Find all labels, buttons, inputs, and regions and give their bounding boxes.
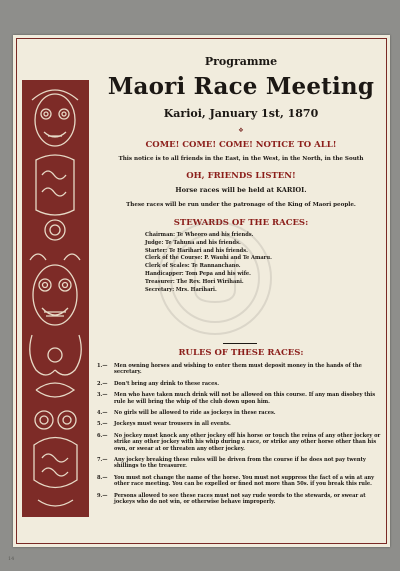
horse-races-text: Horse races will be held at KARIOI.	[175, 186, 307, 194]
rule-item	[97, 410, 387, 416]
rule-item	[97, 493, 387, 506]
steward-entry: Handicapper: Tom Pepa and his wife.	[145, 270, 251, 277]
page-number: 14	[8, 556, 15, 562]
rule-number: 8.—	[97, 474, 108, 481]
rule-text: No girls will be allowed to ride as jockeys in these races.	[114, 410, 276, 417]
rule-text: Men who have taken much drink will not be allowed on this course. If any man disobey this rule he will bring the whip of the club down upon him.	[114, 392, 376, 405]
rule-number: 6.—	[97, 432, 108, 439]
rule-text: Any jockey breaking these rules will be driven from the course if he does not pay twenty shillings to the treasurer.	[114, 457, 366, 470]
patronage-text: These races will be run under the patronage of the King of Maori people.	[126, 202, 356, 208]
programme-label: Programme	[204, 55, 278, 68]
maori-carving-icon	[22, 80, 89, 517]
event-date-location: Karioi, January 1st, 1870	[163, 107, 319, 120]
notice-text: This notice is to all friends in the East, in the West, in the North, in the South	[118, 156, 364, 162]
steward-entry: Clerk of the Course: P. Wauhi and Te Amaru.	[145, 255, 272, 262]
come-heading: COME! COME! COME! NOTICE TO ALL!	[145, 140, 337, 150]
rule-number: 1.—	[97, 363, 108, 369]
library-stamp-watermark	[155, 218, 275, 338]
steward-entry: Treasurer: The Rev. Hori Wirihani.	[145, 278, 244, 285]
rule-text: Jockeys must wear trousers in all events.	[114, 421, 231, 428]
rule-number: 7.—	[97, 457, 108, 464]
rule-item	[97, 381, 387, 387]
rule-item	[97, 363, 387, 376]
rule-text: You must not change the name of the horse. You must not suppress the fact of a win at any other race meeting. You can be expelled or fined not more than 50s. if you break this rule.	[114, 474, 375, 488]
page-title: Maori Race Meeting	[107, 73, 375, 100]
rule-item	[97, 457, 387, 470]
rule-number: 5.—	[97, 421, 108, 428]
rule-number: 3.—	[97, 392, 108, 399]
steward-entry: Chairman: Te Wheoro and his friends.	[145, 232, 254, 238]
rule-item	[97, 475, 387, 488]
rule-item	[97, 433, 387, 452]
ornament-icon: ❖	[238, 127, 244, 134]
rule-item	[97, 392, 387, 405]
steward-entry: Starter: Te Harihari and his friends.	[145, 247, 248, 254]
steward-entry: Judge: Te Tahuna and his friends.	[145, 239, 241, 246]
section-divider	[223, 343, 257, 344]
oh-friends-heading: OH, FRIENDS LISTEN!	[186, 171, 296, 181]
stewards-heading: STEWARDS OF THE RACES:	[173, 218, 309, 228]
steward-entry: Secretary: Mrs. Harihari.	[145, 286, 217, 293]
steward-entry: Clerk of Scales: Te Rannanchano.	[145, 263, 241, 270]
rule-text: Don't bring any drink to these races.	[114, 380, 220, 387]
rule-text: No jockey must knock any other jockey off his horse or touch the reins of any other jockey or strike any other jockey with his whip during a race, or strike any other horse other than his own, or swear at or threaten any other jockey.	[114, 432, 381, 452]
rule-number: 4.—	[97, 410, 108, 417]
rules-heading: RULES OF THESE RACES:	[178, 348, 304, 358]
rule-text: Men owning horses and wishing to enter them must deposit money in the hands of the secretary.	[114, 363, 362, 376]
rule-text: Persons allowed to see these races must not say rude words to the stewards, or swear at jockeys who do not win, or otherwise behave improperly.	[114, 492, 366, 506]
rule-item	[97, 421, 387, 427]
rule-number: 2.—	[97, 380, 108, 387]
carved-figure-panel	[22, 80, 89, 517]
rule-number: 9.—	[97, 492, 108, 499]
rules-list	[97, 363, 387, 511]
